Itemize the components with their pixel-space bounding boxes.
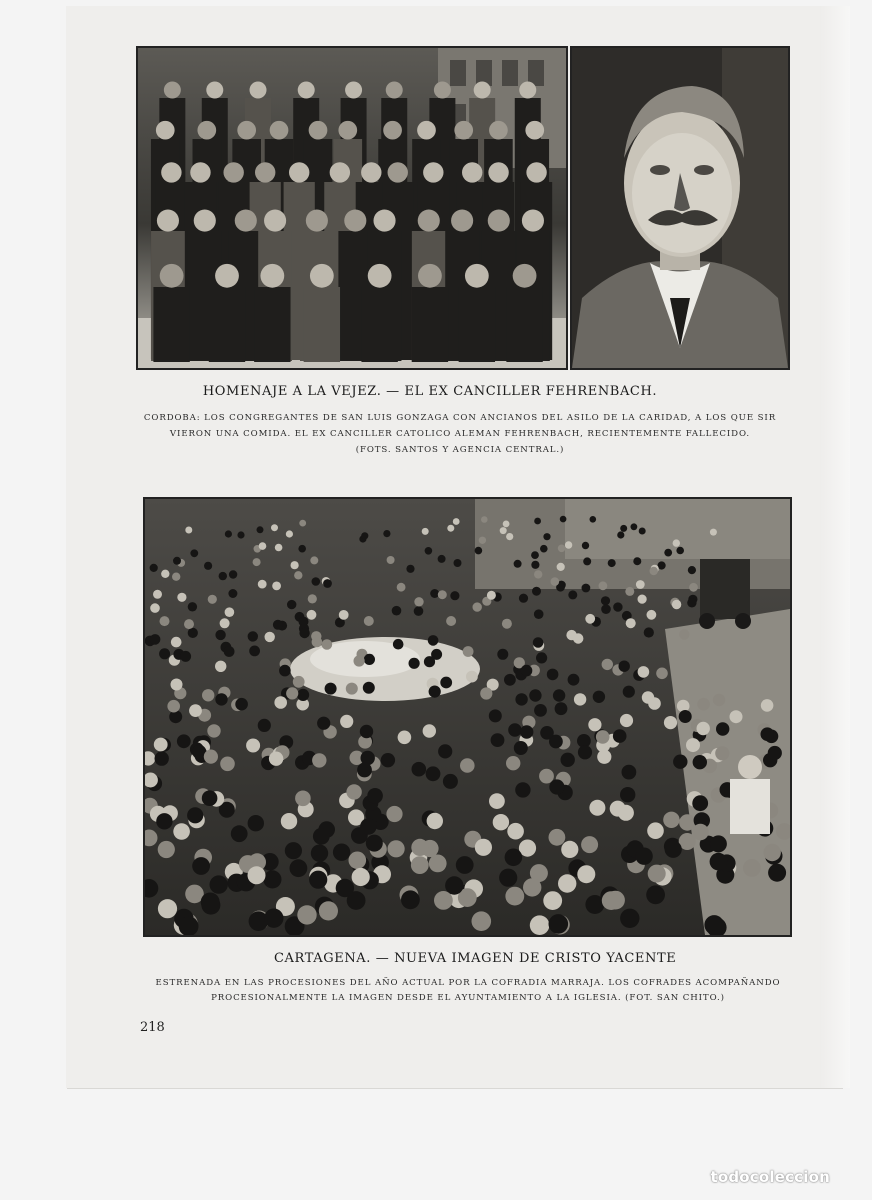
group-photo [136, 46, 568, 370]
page-number: 218 [140, 1020, 165, 1035]
caption-top-line-1: CORDOBA: LOS CONGREGANTES DE SAN LUIS GONZAGA CON ANCIANOS DEL ASILO DE LA CARIDAD, A LOS QUE SIR [143, 413, 777, 423]
caption-top-title: HOMENAJE A LA VEJEZ. — EL EX CANCILLER FEHRENBACH. [202, 384, 658, 399]
caption-bottom-line-1: ESTRENADA EN LAS PROCESIONES DEL AÑO ACTUAL POR LA COFRADIA MARRAJA. LOS COFRADES ACOMPAÑANDO [155, 978, 781, 988]
portrait-photo [570, 46, 790, 370]
caption-bottom-line-2: PROCESIONALMENTE LA IMAGEN DESDE EL AYUNTAMIENTO A LA IGLESIA. (FOT. SAN CHITO.) [211, 993, 725, 1003]
caption-bottom-title: CARTAGENA. — NUEVA IMAGEN DE CRISTO YACENTE [274, 951, 677, 966]
procession-photo [143, 497, 792, 937]
watermark-logo: todocoleccion [710, 1168, 830, 1186]
group-figures [151, 82, 552, 363]
caption-top-line-3: (FOTS. SANTOS Y AGENCIA CENTRAL.) [355, 445, 565, 455]
caption-top-line-2: VIERON UNA COMIDA. EL EX CANCILLER CATOLICO ALEMAN FEHRENBACH, RECIENTEMENTE FALLECIDO. [169, 429, 751, 439]
page-edge [820, 6, 850, 1088]
